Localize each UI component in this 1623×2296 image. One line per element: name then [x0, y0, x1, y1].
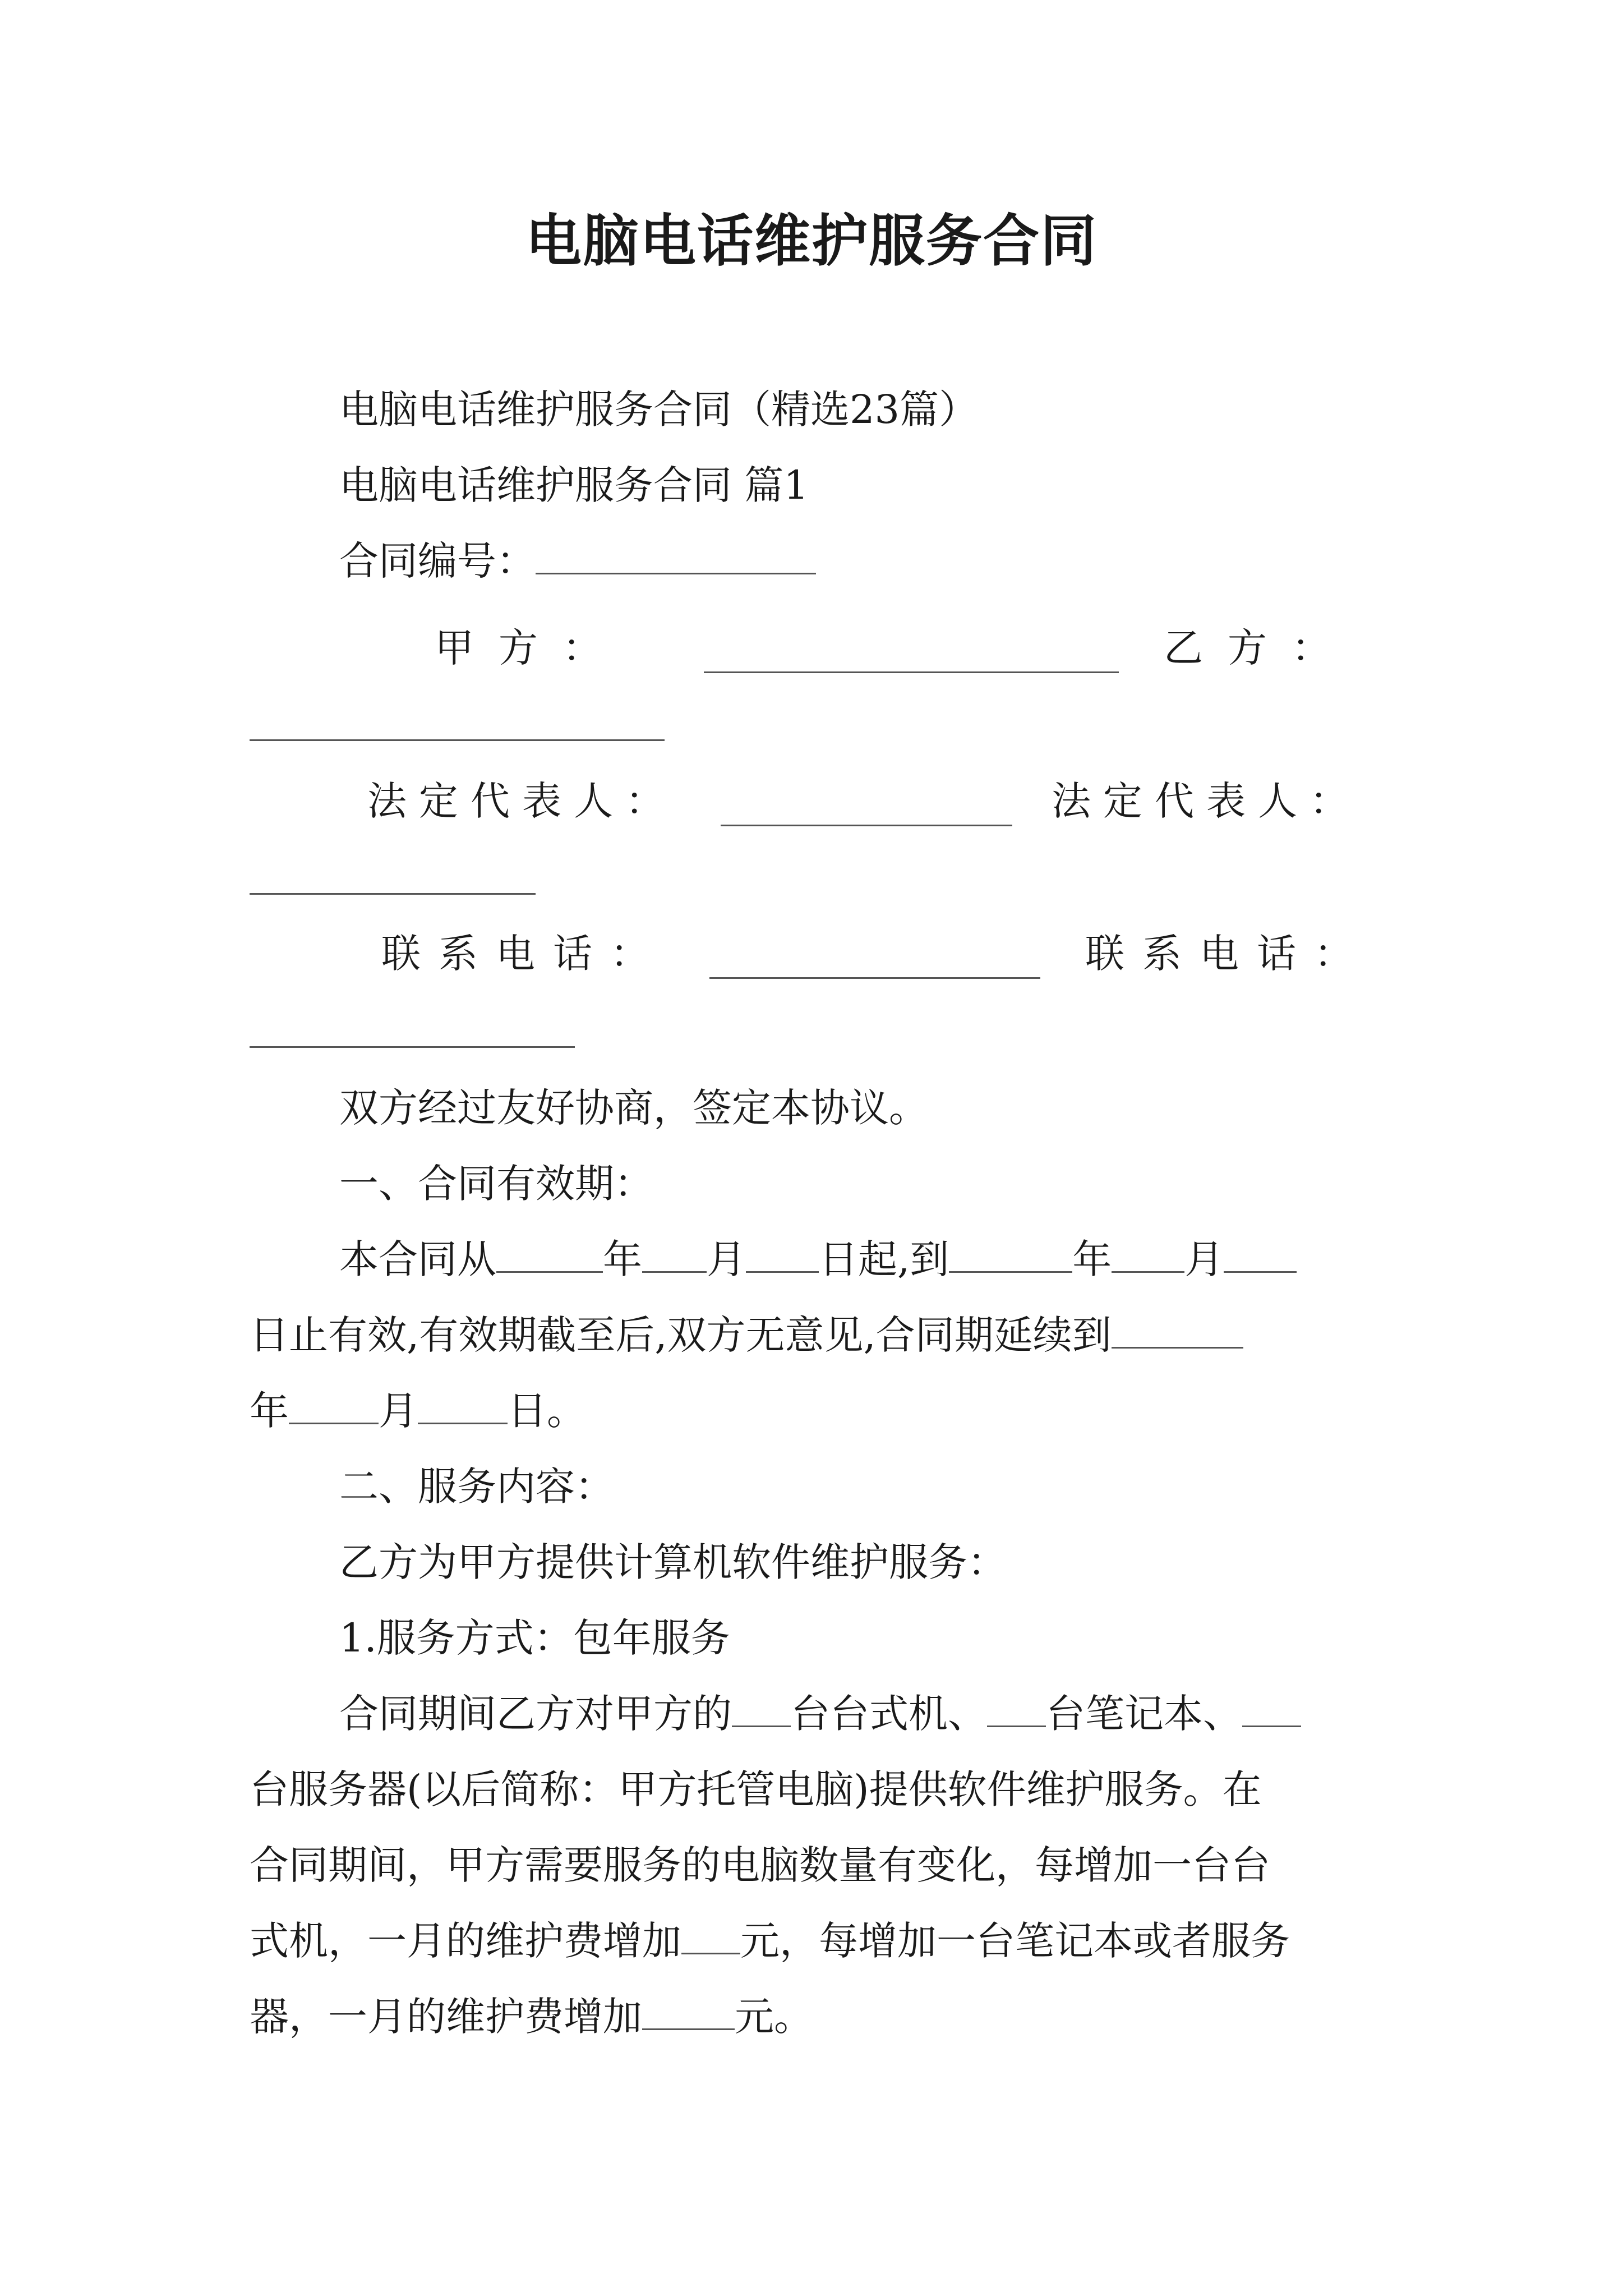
party-a-label: 甲方： — [435, 625, 626, 671]
rep-a-blank[interactable] — [721, 817, 1012, 826]
rep-b-blank[interactable] — [250, 893, 536, 895]
laptop-count-blank[interactable] — [987, 1718, 1046, 1727]
extend-month-blank[interactable] — [289, 1415, 379, 1424]
service-paragraph-line-3: 合同期间，甲方需要服务的电脑数量有变化，每增加一台台 — [250, 1842, 1270, 1888]
service-text: 台台式机、 — [791, 1691, 987, 1737]
rep-a-label: 法定代表人： — [367, 778, 677, 824]
validity-text: 日止有效,有效期截至后,双方无意见,合同期延续到 — [250, 1312, 1112, 1358]
service-paragraph-line-1 — [250, 1686, 1379, 1742]
contract-number-blank[interactable] — [536, 565, 816, 574]
party-row — [250, 620, 1379, 676]
year-text: 年 — [250, 1388, 289, 1434]
service-paragraph-line-4 — [250, 1913, 1379, 1969]
service-text: 台笔记本、 — [1046, 1691, 1242, 1737]
validity-line-1 — [250, 1231, 1379, 1287]
start-year-blank[interactable] — [496, 1263, 603, 1273]
month-text: 月 — [1184, 1236, 1224, 1282]
end-year-blank[interactable] — [949, 1263, 1072, 1273]
service-text: 元，每增加一台笔记本或者服务 — [740, 1918, 1290, 1964]
validity-line-3 — [250, 1383, 1379, 1439]
service-intro: 乙方为甲方提供计算机软件维护服务： — [339, 1539, 1007, 1585]
document-title: 电脑电话维护服务合同 — [525, 208, 1098, 274]
desktop-fee-blank[interactable] — [681, 1945, 740, 1954]
extend-year-blank[interactable] — [1112, 1339, 1243, 1349]
phone-b-label: 联系电话： — [1085, 931, 1371, 977]
representative-row — [250, 773, 1379, 829]
rep-b-label: 法定代表人： — [1052, 778, 1361, 824]
party-b-label: 乙方： — [1164, 625, 1355, 671]
day-text: 日。 — [508, 1388, 586, 1434]
party-b-blank[interactable] — [250, 739, 665, 741]
end-month-blank[interactable] — [1112, 1263, 1184, 1273]
phone-row — [250, 926, 1379, 982]
section2-heading: 二、服务内容： — [339, 1464, 614, 1510]
intro-text: 双方经过友好协商，签定本协议。 — [339, 1085, 928, 1131]
year-text: 年 — [1072, 1236, 1112, 1282]
service-text: 器，一月的维护费增加 — [250, 1994, 642, 2040]
section-heading: 电脑电话维护服务合同 篇1 — [339, 462, 809, 508]
contract-number-line — [250, 533, 1379, 589]
service-item-1: 1.服务方式：包年服务 — [339, 1615, 730, 1661]
party-a-blank[interactable] — [704, 664, 1119, 673]
validity-text: 本合同从 — [339, 1236, 496, 1282]
start-text: 日起,到 — [819, 1236, 949, 1282]
phone-a-blank[interactable] — [709, 969, 1040, 979]
phone-b-blank[interactable] — [250, 1046, 575, 1048]
document-subtitle: 电脑电话维护服务合同（精选23篇） — [339, 386, 979, 432]
section1-heading: 一、合同有效期： — [339, 1161, 653, 1207]
service-text: 合同期间乙方对甲方的 — [339, 1691, 732, 1737]
year-text: 年 — [603, 1236, 642, 1282]
laptop-fee-blank[interactable] — [642, 2021, 735, 2030]
validity-line-2 — [250, 1307, 1379, 1363]
service-text: 式机，一月的维护费增加 — [250, 1918, 681, 1964]
server-count-blank[interactable] — [1242, 1718, 1301, 1727]
start-day-blank[interactable] — [746, 1263, 819, 1273]
phone-a-label: 联系电话： — [381, 931, 667, 977]
desktop-count-blank[interactable] — [732, 1718, 791, 1727]
month-text: 月 — [707, 1236, 746, 1282]
start-month-blank[interactable] — [642, 1263, 707, 1273]
extend-day-blank[interactable] — [418, 1415, 508, 1424]
month-text: 月 — [379, 1388, 418, 1434]
service-paragraph-line-2: 台服务器(以后简称：甲方托管电脑)提供软件维护服务。在 — [250, 1766, 1262, 1812]
end-day-blank[interactable] — [1224, 1263, 1297, 1273]
contract-number-label: 合同编号： — [339, 538, 536, 584]
service-paragraph-line-5 — [250, 1989, 1379, 2045]
service-text: 元。 — [735, 1994, 813, 2040]
